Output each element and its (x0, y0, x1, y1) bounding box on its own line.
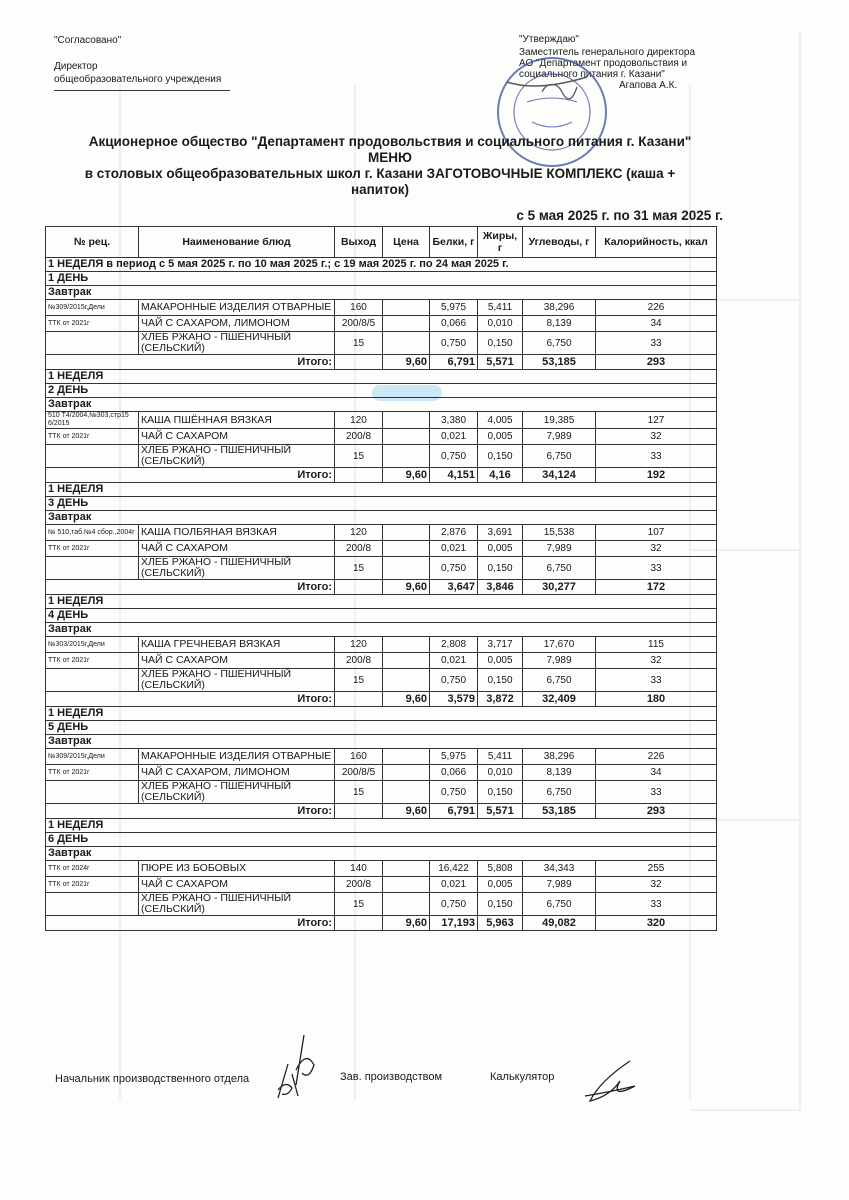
meal-row-label: Завтрак (46, 735, 717, 749)
col-header-carbs: Углеводы, г (523, 227, 596, 258)
dish-carbs: 38,296 (523, 300, 596, 316)
dish-fat: 0,150 (478, 332, 523, 355)
dish-yield: 200/8 (335, 429, 383, 445)
dish-price (383, 300, 430, 316)
dish-calories: 32 (596, 541, 717, 557)
week-row (46, 595, 717, 609)
dish-calories: 33 (596, 445, 717, 468)
recipe-code: №309/2015г,Дели (46, 300, 139, 316)
recipe-code: ТТК от 2021г (46, 316, 139, 332)
dish-name: КАША ПОЛБЯНАЯ ВЯЗКАЯ (139, 525, 335, 541)
recipe-code: №303/2015г,Дели (46, 637, 139, 653)
total-calories: 320 (596, 916, 717, 931)
dish-calories: 32 (596, 877, 717, 893)
total-fat: 3,872 (478, 692, 523, 707)
menu-table-body (46, 258, 717, 931)
dish-price (383, 637, 430, 653)
dish-fat: 0,010 (478, 765, 523, 781)
dish-name: ХЛЕБ РЖАНО - ПШЕНИЧНЫЙ (СЕЛЬСКИЙ) (139, 893, 335, 916)
col-header-yield: Выход (335, 227, 383, 258)
document-heading (40, 134, 740, 198)
day-row (46, 833, 717, 847)
day-row-label: 2 ДЕНЬ (46, 384, 717, 398)
week-row (46, 258, 717, 272)
total-label: Итого: (46, 804, 335, 819)
dish-name: КАША ПШЁННАЯ ВЯЗКАЯ (139, 412, 335, 429)
dish-fat: 4,005 (478, 412, 523, 429)
total-row (46, 468, 717, 483)
dish-carbs: 7,989 (523, 429, 596, 445)
total-yield (335, 804, 383, 819)
dish-yield: 120 (335, 525, 383, 541)
dish-calories: 226 (596, 749, 717, 765)
total-fat: 4,16 (478, 468, 523, 483)
dish-price (383, 653, 430, 669)
menu-subject: в столовых общеобразовательных школ г. Казани ЗАГОТОВОЧНЫЕ КОМПЛЕКС (каша + напиток) (84, 166, 676, 197)
dish-fat: 5,411 (478, 749, 523, 765)
dish-yield: 200/8 (335, 541, 383, 557)
table-row (46, 877, 717, 893)
dish-calories: 127 (596, 412, 717, 429)
total-price: 9,60 (383, 804, 430, 819)
total-carbs: 53,185 (523, 355, 596, 370)
total-price: 9,60 (383, 692, 430, 707)
approver-name: Агапова А.К. (619, 80, 678, 91)
dish-carbs: 6,750 (523, 893, 596, 916)
week-row-label: 1 НЕДЕЛЯ (46, 595, 717, 609)
recipe-code: № 510,таб.№4 сбор.,2004г (46, 525, 139, 541)
dish-protein: 0,750 (430, 332, 478, 355)
total-carbs: 32,409 (523, 692, 596, 707)
dish-carbs: 7,989 (523, 653, 596, 669)
dish-price (383, 557, 430, 580)
dish-name: ЧАЙ С САХАРОМ (139, 877, 335, 893)
dish-protein: 0,066 (430, 316, 478, 332)
total-price: 9,60 (383, 355, 430, 370)
total-calories: 293 (596, 355, 717, 370)
dish-carbs: 7,989 (523, 541, 596, 557)
day-row (46, 384, 717, 398)
approver-title-3: социального питания г. Казани" (519, 69, 665, 80)
table-row (46, 445, 717, 468)
total-protein: 6,791 (430, 804, 478, 819)
deputy-label: Зав. производством (340, 1071, 443, 1083)
table-header-row (46, 227, 717, 258)
menu-period: с 5 мая 2025 г. по 31 мая 2025 г. (516, 208, 723, 223)
total-yield (335, 580, 383, 595)
dish-protein: 0,750 (430, 669, 478, 692)
dish-name: ХЛЕБ РЖАНО - ПШЕНИЧНЫЙ (СЕЛЬСКИЙ) (139, 557, 335, 580)
meal-row-label: Завтрак (46, 286, 717, 300)
dish-price (383, 749, 430, 765)
dish-calories: 107 (596, 525, 717, 541)
dish-name: КАША ГРЕЧНЕВАЯ ВЯЗКАЯ (139, 637, 335, 653)
agreed-label: "Согласовано" (54, 35, 122, 46)
dish-price (383, 332, 430, 355)
dish-yield: 200/8/5 (335, 765, 383, 781)
recipe-code: ТТК от 2021г (46, 541, 139, 557)
dish-yield: 200/8/5 (335, 316, 383, 332)
dish-yield: 15 (335, 557, 383, 580)
dish-calories: 226 (596, 300, 717, 316)
meal-row (46, 623, 717, 637)
week-row-label: 1 НЕДЕЛЯ (46, 707, 717, 721)
handwritten-signature (270, 1062, 306, 1102)
day-row-label: 1 ДЕНЬ (46, 272, 717, 286)
total-yield (335, 916, 383, 931)
dish-calories: 34 (596, 765, 717, 781)
dish-fat: 5,411 (478, 300, 523, 316)
approved-label: "Утверждаю" (519, 34, 579, 45)
total-row (46, 692, 717, 707)
recipe-code (46, 781, 139, 804)
week-row (46, 483, 717, 497)
dish-calories: 33 (596, 893, 717, 916)
dish-carbs: 6,750 (523, 445, 596, 468)
dish-name: МАКАРОННЫЕ ИЗДЕЛИЯ ОТВАРНЫЕ (139, 300, 335, 316)
dish-price (383, 445, 430, 468)
meal-row-label: Завтрак (46, 847, 717, 861)
dish-yield: 200/8 (335, 653, 383, 669)
table-row (46, 861, 717, 877)
recipe-code: ТТК от 2021г (46, 653, 139, 669)
total-label: Итого: (46, 916, 335, 931)
recipe-code (46, 893, 139, 916)
day-row-label: 5 ДЕНЬ (46, 721, 717, 735)
dish-protein: 0,021 (430, 429, 478, 445)
dish-yield: 15 (335, 669, 383, 692)
dish-calories: 34 (596, 316, 717, 332)
table-row (46, 781, 717, 804)
organization-title: Акционерное общество "Департамент продовольствия и социального питания г. Казани" (88, 134, 692, 149)
total-price: 9,60 (383, 916, 430, 931)
dish-price (383, 781, 430, 804)
total-yield (335, 692, 383, 707)
dish-protein: 0,021 (430, 877, 478, 893)
recipe-code: ТТК от 2024г (46, 861, 139, 877)
signature-line (54, 86, 230, 91)
dish-protein: 2,808 (430, 637, 478, 653)
dish-fat: 0,150 (478, 445, 523, 468)
total-protein: 3,647 (430, 580, 478, 595)
recipe-code (46, 669, 139, 692)
total-fat: 5,963 (478, 916, 523, 931)
dish-fat: 0,005 (478, 541, 523, 557)
dish-fat: 0,150 (478, 669, 523, 692)
dish-fat: 0,010 (478, 316, 523, 332)
dish-yield: 160 (335, 749, 383, 765)
dish-yield: 140 (335, 861, 383, 877)
meal-row (46, 511, 717, 525)
dish-calories: 33 (596, 781, 717, 804)
week-row (46, 370, 717, 384)
total-price: 9,60 (383, 580, 430, 595)
day-row (46, 272, 717, 286)
approver-title-2: АО "Департамент продовольствия и (519, 58, 688, 69)
day-row-label: 6 ДЕНЬ (46, 833, 717, 847)
col-header-calories: Калорийность, ккал (596, 227, 717, 258)
total-calories: 192 (596, 468, 717, 483)
week-row-label: 1 НЕДЕЛЯ (46, 483, 717, 497)
dish-name: ЧАЙ С САХАРОМ (139, 429, 335, 445)
week-row (46, 819, 717, 833)
meal-row-label: Завтрак (46, 511, 717, 525)
recipe-code: №309/2015г,Дели (46, 749, 139, 765)
col-header-protein: Белки, г (430, 227, 478, 258)
dish-protein: 3,380 (430, 412, 478, 429)
col-header-fat: Жиры, г (478, 227, 523, 258)
total-label: Итого: (46, 355, 335, 370)
total-protein: 4,151 (430, 468, 478, 483)
total-carbs: 30,277 (523, 580, 596, 595)
dish-yield: 120 (335, 637, 383, 653)
total-protein: 17,193 (430, 916, 478, 931)
dish-name: ХЛЕБ РЖАНО - ПШЕНИЧНЫЙ (СЕЛЬСКИЙ) (139, 669, 335, 692)
table-row (46, 669, 717, 692)
dish-yield: 200/8 (335, 877, 383, 893)
dish-fat: 0,005 (478, 877, 523, 893)
table-row (46, 525, 717, 541)
dish-protein: 0,750 (430, 893, 478, 916)
dish-name: ХЛЕБ РЖАНО - ПШЕНИЧНЫЙ (СЕЛЬСКИЙ) (139, 332, 335, 355)
dish-protein: 5,975 (430, 300, 478, 316)
table-row (46, 749, 717, 765)
dish-yield: 15 (335, 445, 383, 468)
table-row (46, 412, 717, 429)
meal-row (46, 398, 717, 412)
table-row (46, 765, 717, 781)
dish-yield: 15 (335, 893, 383, 916)
meal-row (46, 735, 717, 749)
dish-name: ХЛЕБ РЖАНО - ПШЕНИЧНЫЙ (СЕЛЬСКИЙ) (139, 781, 335, 804)
dish-protein: 0,021 (430, 541, 478, 557)
total-protein: 6,791 (430, 355, 478, 370)
day-row-label: 4 ДЕНЬ (46, 609, 717, 623)
total-row (46, 355, 717, 370)
dish-name: ПЮРЕ ИЗ БОБОВЫХ (139, 861, 335, 877)
total-calories: 172 (596, 580, 717, 595)
dish-fat: 5,808 (478, 861, 523, 877)
total-carbs: 49,082 (523, 916, 596, 931)
dish-carbs: 15,538 (523, 525, 596, 541)
dish-yield: 15 (335, 781, 383, 804)
recipe-code: 510 Т4/2004,№303,стр15 6/2015 (46, 412, 139, 429)
dish-fat: 0,150 (478, 781, 523, 804)
total-fat: 5,571 (478, 804, 523, 819)
dish-price (383, 316, 430, 332)
dish-price (383, 525, 430, 541)
dish-name: ЧАЙ С САХАРОМ, ЛИМОНОМ (139, 316, 335, 332)
total-calories: 180 (596, 692, 717, 707)
table-row (46, 541, 717, 557)
col-header-price: Цена (383, 227, 430, 258)
meal-row (46, 847, 717, 861)
dish-price (383, 429, 430, 445)
dish-price (383, 412, 430, 429)
table-row (46, 557, 717, 580)
total-yield (335, 355, 383, 370)
dish-calories: 255 (596, 861, 717, 877)
dish-fat: 0,005 (478, 653, 523, 669)
approval-left-block (54, 34, 254, 91)
institution-label: общеобразовательного учреждения (54, 74, 222, 85)
dish-carbs: 38,296 (523, 749, 596, 765)
recipe-code (46, 445, 139, 468)
meal-row-label: Завтрак (46, 623, 717, 637)
total-calories: 293 (596, 804, 717, 819)
dish-fat: 0,150 (478, 557, 523, 580)
dish-carbs: 6,750 (523, 557, 596, 580)
table-row (46, 316, 717, 332)
dish-protein: 0,750 (430, 445, 478, 468)
recipe-code: ТТК от 2021г (46, 429, 139, 445)
total-row (46, 916, 717, 931)
dish-protein: 0,066 (430, 765, 478, 781)
total-label: Итого: (46, 692, 335, 707)
day-row (46, 497, 717, 511)
meal-row (46, 286, 717, 300)
dish-yield: 120 (335, 412, 383, 429)
week-row-label: 1 НЕДЕЛЯ в период с 5 мая 2025 г. по 10 мая 2025 г.; с 19 мая 2025 г. по 24 мая 2025 г. (46, 258, 717, 272)
dish-calories: 115 (596, 637, 717, 653)
total-yield (335, 468, 383, 483)
dish-price (383, 541, 430, 557)
total-fat: 5,571 (478, 355, 523, 370)
dish-price (383, 765, 430, 781)
total-label: Итого: (46, 468, 335, 483)
dish-price (383, 861, 430, 877)
dish-fat: 3,717 (478, 637, 523, 653)
table-row (46, 429, 717, 445)
day-row (46, 609, 717, 623)
dish-name: ЧАЙ С САХАРОМ, ЛИМОНОМ (139, 765, 335, 781)
total-row (46, 580, 717, 595)
table-row (46, 300, 717, 316)
total-label: Итого: (46, 580, 335, 595)
recipe-code: ТТК от 2021г (46, 877, 139, 893)
col-header-recipe: № рец. (46, 227, 139, 258)
week-row-label: 1 НЕДЕЛЯ (46, 819, 717, 833)
total-carbs: 34,124 (523, 468, 596, 483)
dish-protein: 5,975 (430, 749, 478, 765)
week-row (46, 707, 717, 721)
dish-calories: 33 (596, 557, 717, 580)
table-row (46, 637, 717, 653)
menu-table (45, 226, 717, 931)
dish-fat: 0,005 (478, 429, 523, 445)
dish-price (383, 877, 430, 893)
week-row-label: 1 НЕДЕЛЯ (46, 370, 717, 384)
dish-calories: 32 (596, 653, 717, 669)
dish-calories: 32 (596, 429, 717, 445)
total-fat: 3,846 (478, 580, 523, 595)
dish-price (383, 893, 430, 916)
dish-protein: 0,750 (430, 557, 478, 580)
day-row (46, 721, 717, 735)
director-label: Директор (54, 61, 98, 72)
dish-protein: 0,021 (430, 653, 478, 669)
dish-protein: 2,876 (430, 525, 478, 541)
menu-title: МЕНЮ (368, 150, 412, 165)
approver-title-1: Заместитель генерального директора (519, 47, 696, 58)
recipe-code (46, 332, 139, 355)
table-row (46, 653, 717, 669)
head-dept-label: Начальник производственного отдела (55, 1073, 250, 1085)
total-price: 9,60 (383, 468, 430, 483)
dish-yield: 160 (335, 300, 383, 316)
handwritten-signature (575, 1058, 645, 1108)
dish-carbs: 19,385 (523, 412, 596, 429)
dish-carbs: 6,750 (523, 669, 596, 692)
total-protein: 3,579 (430, 692, 478, 707)
dish-name: МАКАРОННЫЕ ИЗДЕЛИЯ ОТВАРНЫЕ (139, 749, 335, 765)
total-carbs: 53,185 (523, 804, 596, 819)
recipe-code: ТТК от 2021г (46, 765, 139, 781)
dish-carbs: 7,989 (523, 877, 596, 893)
dish-name: ХЛЕБ РЖАНО - ПШЕНИЧНЫЙ (СЕЛЬСКИЙ) (139, 445, 335, 468)
calculator-label: Калькулятор (490, 1071, 555, 1083)
dish-fat: 0,150 (478, 893, 523, 916)
dish-price (383, 669, 430, 692)
table-row (46, 893, 717, 916)
dish-carbs: 8,139 (523, 765, 596, 781)
col-header-dish: Наименование блюд (139, 227, 335, 258)
dish-carbs: 8,139 (523, 316, 596, 332)
day-row-label: 3 ДЕНЬ (46, 497, 717, 511)
dish-protein: 0,750 (430, 781, 478, 804)
recipe-code (46, 557, 139, 580)
dish-protein: 16,422 (430, 861, 478, 877)
dish-yield: 15 (335, 332, 383, 355)
table-row (46, 332, 717, 355)
dish-calories: 33 (596, 332, 717, 355)
dish-name: ЧАЙ С САХАРОМ (139, 541, 335, 557)
dish-carbs: 34,343 (523, 861, 596, 877)
dish-fat: 3,691 (478, 525, 523, 541)
dish-carbs: 6,750 (523, 781, 596, 804)
dish-name: ЧАЙ С САХАРОМ (139, 653, 335, 669)
meal-row-label: Завтрак (46, 398, 717, 412)
total-row (46, 804, 717, 819)
dish-carbs: 17,670 (523, 637, 596, 653)
dish-carbs: 6,750 (523, 332, 596, 355)
dish-calories: 33 (596, 669, 717, 692)
